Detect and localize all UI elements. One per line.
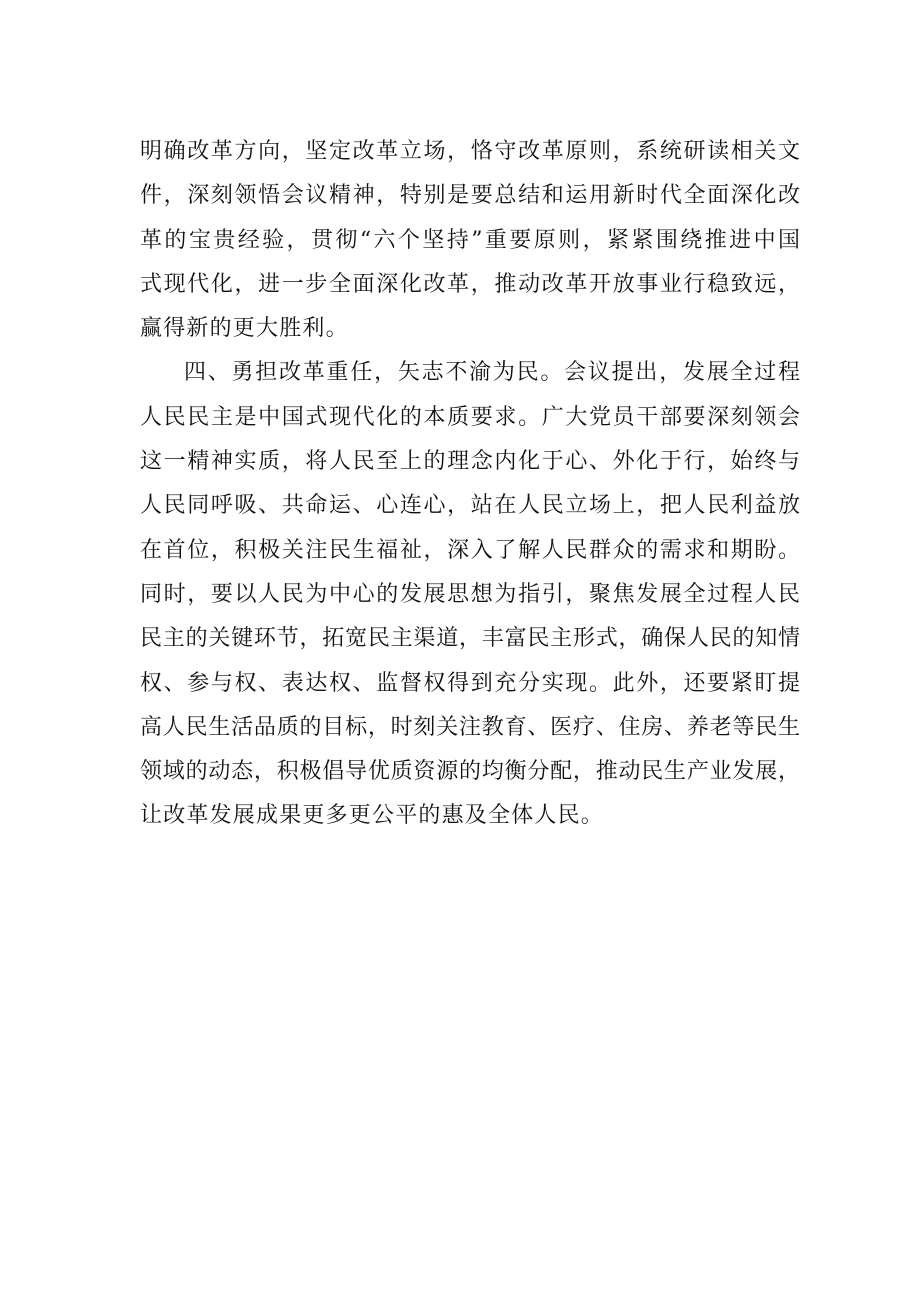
paragraph-2-line-10: 领域的动态，积极倡导优质资源的均衡分配，推动民生产业发展，: [140, 759, 800, 785]
paragraph-2-line-1: 四、勇担改革重任，矢志不渝为民。会议提出，发展全过程: [184, 360, 800, 386]
paragraph-1-line-5: 赢得新的更大胜利。: [140, 316, 349, 342]
paragraph-2-line-9: 高人民生活品质的目标，时刻关注教育、医疗、住房、养老等民生: [140, 714, 800, 740]
paragraph-2-line-2: 人民民主是中国式现代化的本质要求。广大党员干部要深刻领会: [140, 404, 800, 430]
paragraph-1-line-1: 明确改革方向，坚定改革立场，恪守改革原则，系统研读相关文: [140, 139, 800, 164]
paragraph-2-line-8: 权、参与权、表达权、监督权得到充分实现。此外，还要紧盯提: [140, 670, 800, 696]
paragraph-2-line-7: 民主的关键环节，拓宽民主渠道，丰富民主形式，确保人民的知情: [140, 626, 800, 652]
document-body: [140, 130, 800, 839]
paragraph-2-line-5: 在首位，积极关注民生福祉，深入了解人民群众的需求和期盼。: [140, 537, 800, 563]
paragraph-2-line-11: 让改革发展成果更多更公平的惠及全体人民。: [140, 803, 605, 829]
paragraph-1-line-4: 式现代化，进一步全面深化改革，推动改革开放事业行稳致远，: [140, 271, 800, 297]
paragraph-2-line-3: 这一精神实质，将人民至上的理念内化于心、外化于行，始终与: [140, 449, 800, 475]
paragraph-2-line-4: 人民同呼吸、共命运、心连心，站在人民立场上，把人民利益放: [140, 493, 800, 519]
paragraph-1-line-2: 件，深刻领悟会议精神，特别是要总结和运用新时代全面深化改: [140, 183, 800, 209]
paragraph-1-line-3: 革的宝贵经验，贯彻“六个坚持”重要原则，紧紧围绕推进中国: [140, 227, 800, 253]
paragraph-2-line-6: 同时，要以人民为中心的发展思想为指引，聚焦发展全过程人民: [140, 581, 800, 607]
